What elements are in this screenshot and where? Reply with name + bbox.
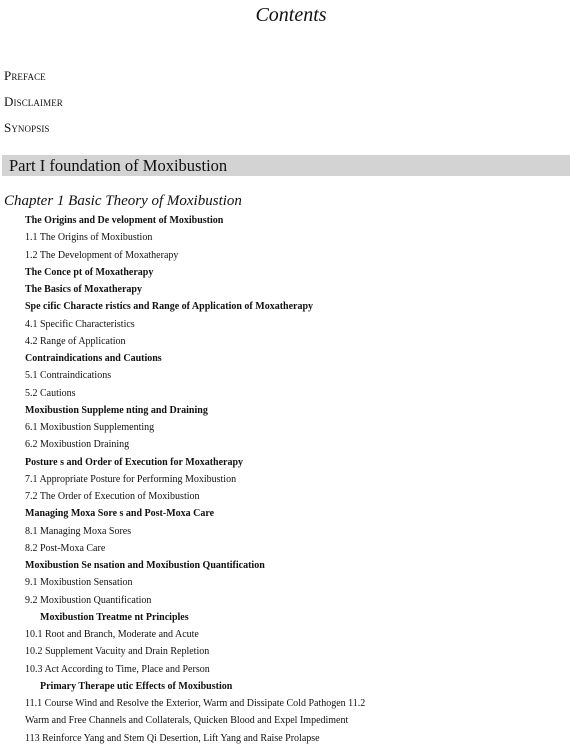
chapter-title[interactable]: Chapter 1 Basic Theory of Moxibustion bbox=[4, 193, 242, 209]
toc-list bbox=[0, 212, 570, 747]
toc-section-heading[interactable]: The Basics of Moxatherapy bbox=[25, 284, 142, 295]
toc-section-heading[interactable]: Primary Therape utic Effects of Moxibustion bbox=[40, 680, 233, 692]
toc-subsection-item[interactable]: 10.2 Supplement Vacuity and Drain Repletion bbox=[25, 646, 210, 658]
toc-section-heading[interactable]: Posture s and Order of Execution for Moxatherapy bbox=[25, 456, 244, 468]
toc-subsection-item[interactable]: 6.2 Moxibustion Draining bbox=[25, 439, 130, 451]
toc-section-heading[interactable]: Managing Moxa Sore s and Post-Moxa Care bbox=[25, 508, 215, 520]
toc-section-heading[interactable]: Contraindications and Cautions bbox=[25, 353, 162, 364]
part-title[interactable]: Part I foundation of Moxibustion bbox=[9, 156, 228, 175]
toc-subsection-item[interactable]: 4.2 Range of Application bbox=[25, 335, 126, 347]
toc-subsection-item[interactable]: 1.1 The Origins of Moxibustion bbox=[25, 232, 153, 244]
toc-section-heading[interactable]: Moxibustion Treatme nt Principles bbox=[40, 611, 189, 623]
toc-subsection-item[interactable]: 113 Reinforce Yang and Stem Qi Desertion, Lift Yang and Raise Prolapse bbox=[25, 732, 320, 744]
toc-subsection-item[interactable]: 5.2 Cautions bbox=[25, 387, 76, 399]
toc-subsection-item[interactable]: 8.1 Managing Moxa Sores bbox=[25, 525, 132, 537]
toc-subsection-item[interactable]: 6.1 Moxibustion Supplementing bbox=[25, 422, 155, 433]
toc-subsection-item[interactable]: 10.1 Root and Branch, Moderate and Acute bbox=[25, 629, 199, 640]
front-matter-preface[interactable]: Preface bbox=[4, 68, 46, 83]
toc-subsection-item[interactable]: 8.2 Post-Moxa Care bbox=[25, 542, 106, 554]
toc-section-heading[interactable]: Moxibustion Suppleme nting and Draining bbox=[25, 404, 208, 416]
toc-section-heading[interactable]: The Origins and De velopment of Moxibustion bbox=[25, 215, 224, 226]
toc-section-heading[interactable]: Moxibustion Se nsation and Moxibustion Quantification bbox=[25, 560, 265, 571]
toc-subsection-item[interactable]: 5.1 Contraindications bbox=[25, 370, 112, 382]
toc-subsection-item[interactable]: 7.1 Appropriate Posture for Performing Moxibustion bbox=[25, 473, 237, 485]
toc-section-heading[interactable]: The Conce pt of Moxatherapy bbox=[25, 266, 154, 278]
toc-subsection-item[interactable]: 9.1 Moxibustion Sensation bbox=[25, 577, 133, 589]
front-matter-synopsis[interactable]: Synopsis bbox=[4, 120, 50, 135]
toc-section-heading[interactable]: Spe cific Characte ristics and Range of Application of Moxatherapy bbox=[25, 301, 314, 313]
front-matter-disclaimer[interactable]: Disclaimer bbox=[4, 94, 63, 109]
toc-subsection-item[interactable]: 9.2 Moxibustion Quantification bbox=[25, 594, 152, 606]
part-banner bbox=[2, 155, 570, 176]
toc-subsection-item[interactable]: 1.2 The Development of Moxatherapy bbox=[25, 249, 179, 261]
toc-subsection-item[interactable]: 11.1 Course Wind and Resolve the Exterior, Warm and Dissipate Cold Pathogen 11.2 bbox=[25, 698, 366, 709]
toc-subsection-item[interactable]: 7.2 The Order of Execution of Moxibustion bbox=[25, 491, 200, 502]
page-title: Contents bbox=[255, 4, 327, 26]
toc-subsection-item[interactable]: 10.3 Act According to Time, Place and Person bbox=[25, 663, 210, 675]
toc-subsection-item[interactable]: 4.1 Specific Characteristics bbox=[25, 318, 135, 330]
toc-subsection-item[interactable]: Warm and Free Channels and Collaterals, Quicken Blood and Expel Impediment bbox=[25, 715, 349, 727]
